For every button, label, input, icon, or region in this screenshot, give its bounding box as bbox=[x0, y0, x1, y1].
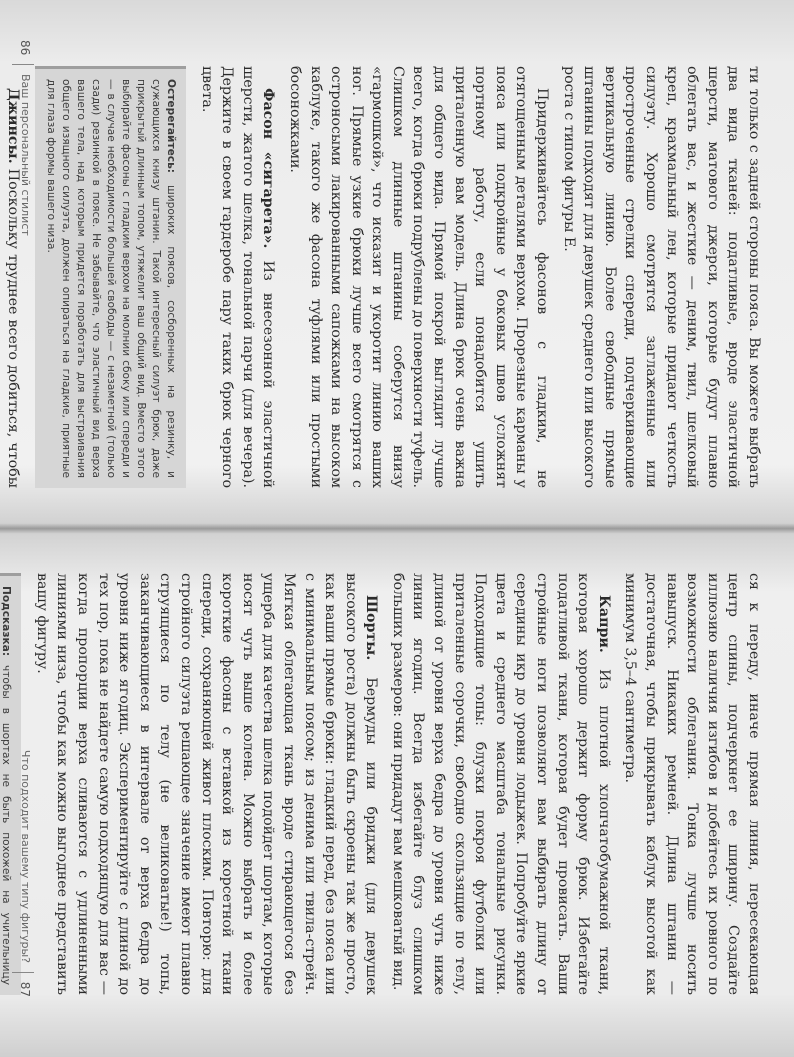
left-page bbox=[0, 0, 794, 528]
shorts-text: Бермуды или бриджи (для девушек высокого роста) должны быть скроены так же просто, как ваши прямые брюки: гладкий перед, без пояса или с минимальным поясом; из денима или твила-стрейч. Мягкая облегающая ткань вроде стирающегося без ущерба для качества шелка подойдет шортам, которые носят чуть выше колена. Можно выбрать и более короткие фасоны с вставкой из корсетной ткани спереди, сохраняющей живот плоским. Повторю: для стройного силуэта решающее значение имеют плавно струящиеся по телу (не великоватые!) топы, заканчивающиеся в интервале от верха бедра до уровня ниже ягодиц. Экспериментируйте с длиной до тех пор, пока не найдете самую подходящую для вас — когда пропорции верха сливаются с удлиненными линиями низа, чтобы как можно выгоднее представить вашу фигуру. bbox=[33, 573, 380, 995]
warning-text: широких поясов, сосборенных на резинку, и сужающихся книзу штанин. Такой интересный силуэт брюк, даже прикрытый длинным топом, утяжелит ваш общий вид. Вместо этого выбирайте фасоны с гладким верхом на молнии сбоку или спереди и — в случае необходимости большей свободы — с незаметной (только сзади) резинкой в поясе. Не забывайте, что эластичный вид верха вашего тела, над которым придется поработать для выстраивания общего изящного силуэта, должен опираться на гладкие, приятные для глаза формы вашего низа. bbox=[44, 79, 177, 478]
page-divider bbox=[12, 972, 34, 973]
running-head: Ваш персональный стилист bbox=[19, 74, 32, 236]
paragraph bbox=[196, 66, 278, 488]
paragraph: ся к переду, иначе прямая линия, пересекающая центр спины, подчеркнет ее ширину. Создайте иллюзию наличия изгибов и добейтесь их ровного по возможности облегания. Тонка лучше носить навыпуск. Никаких ремней. Длина штанин — достаточная, чтобы прикрывать каблук высотой как минимум 3,5–4 сантиметра. bbox=[622, 573, 762, 995]
hint-label: Подсказка: bbox=[0, 586, 13, 657]
paragraph: Придерживайтесь фасонов с гладким, не отягощенным деталями верхом. Прорезные карманы у пояса или подкройные у боковых швов усложнят портному работу, если понадобится ушить приталенную вам модель. Длина брюк очень важна для общего вида. Прямой покрой выглядит лучше всего, когда брюки подрублены до поверхности туфель. Слишком длинные штанины соберутся внизу «гармошкой», что исказит и укоротит линию ваших ног. Прямые узкие брюки лучше всего смотрятся с остроносыми лакированными сапожками на высоком каблуке, такого же фасона туфлями или простыми босоножками. bbox=[286, 66, 551, 489]
jeans-text: Поскольку труднее всего добиться, чтобы bbox=[4, 168, 21, 488]
warning-label: Остерегайтесь: bbox=[164, 79, 177, 174]
warning-box bbox=[35, 66, 186, 488]
page-divider bbox=[12, 64, 34, 65]
page-number: 87 bbox=[18, 981, 32, 997]
fason-text: Из внесезонной эластичной шерсти, жатого шелка, тональной парчи (для вечера). Держите в своем гардеробе пару таких брюк черного цвета. bbox=[198, 66, 277, 488]
fason-label: Фасон «сигарета». bbox=[260, 88, 277, 249]
running-head: Что подходит вашему типу фигуры? bbox=[19, 749, 32, 963]
paragraph bbox=[31, 573, 381, 995]
jeans-label: Джинсы. bbox=[4, 88, 21, 164]
hint-text: чтобы в шортах не быть похожей на учительницу bbox=[0, 664, 13, 985]
shorts-label: Шорты. bbox=[363, 595, 380, 661]
page-number: 86 bbox=[18, 40, 32, 56]
right-page bbox=[0, 529, 794, 1057]
paragraph bbox=[387, 573, 614, 995]
capri-label: Капри. bbox=[595, 595, 612, 653]
paragraph: ти только с задней стороны пояса. Вы можете выбрать два вида тканей: податливые, вроде эластичной шерсти, матового джерси, которые будут плавно облегать вас, и жесткие — деним, твил, шелковый креп, крахмальный лен, которые придают четкость силуэту. Хорошо смотрятся заглаженные или простроченные стрелки спереди, подчеркивающие вертикальную линию. Более свободные прямые штанины подходят для девушек среднего или высокого роста с типом фигуры Е. bbox=[560, 66, 762, 488]
capri-text: Из плотной хлопчатобумажной ткани, которая хорошо держит форму брюк. Избегайте податливой ткани, которая будет провисать. Ваши стройные ноги позволяют вам выбирать длину от середины икр до уровня лодыжек. Попробуйте яркие цвета и среднего масштаба тональные рисунки. Подходящие топы: блузки покроя футболки или приталенные сорочки, свободно скользящие по телу, длиной от уровня верха бедра до уровня чуть ниже линии ягодиц. Всегда избегайте блуз слишком больших размеров: они придадут вам мешковатый вид. bbox=[389, 573, 612, 995]
